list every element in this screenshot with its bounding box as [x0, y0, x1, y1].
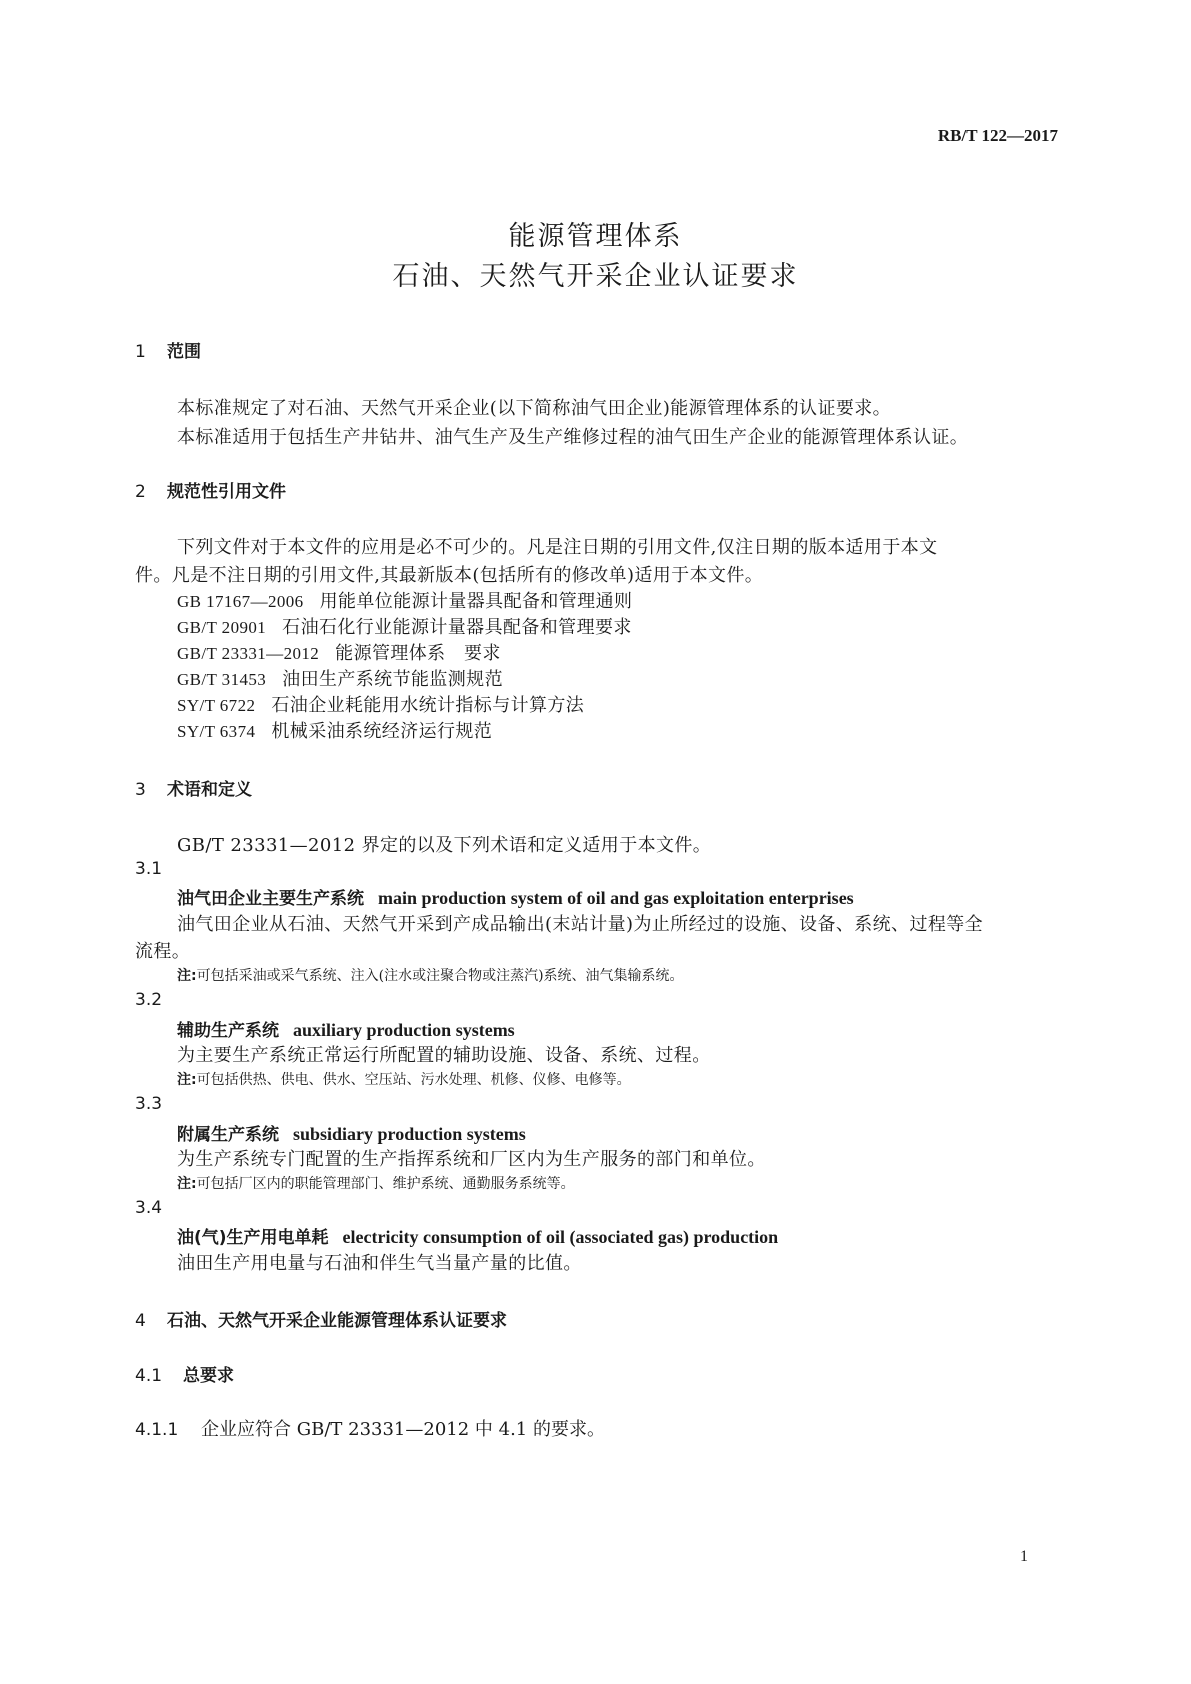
note-text: 可包括厂区内的职能管理部门、维护系统、通勤服务系统等。 — [196, 1176, 575, 1192]
term-name — [177, 884, 854, 909]
clause — [135, 1415, 605, 1441]
reference-code: GB/T 23331—2012 — [177, 644, 320, 663]
standard-number: RB/T 122—2017 — [937, 126, 1058, 145]
section-number: 1 — [135, 342, 146, 362]
subsection-title: 总要求 — [183, 1366, 234, 1386]
reference-item — [177, 717, 492, 743]
section-4-heading — [135, 1306, 507, 1331]
term-name-en: main production system of oil and gas exploitation enterprises — [378, 888, 854, 908]
term-note — [177, 1069, 631, 1089]
term-name-en: auxiliary production systems — [293, 1020, 515, 1040]
term-definition: 油气田企业从石油、天然气开采到产成品输出(末站计量)为止所经过的设施、设备、系统、过程等全 — [177, 914, 984, 935]
note-label: 注: — [177, 1072, 197, 1088]
term-definition: 为主要生产系统正常运行所配置的辅助设施、设备、系统、过程。 — [177, 1045, 711, 1066]
reference-code: GB 17167—2006 — [177, 592, 304, 611]
term-name-en: electricity consumption of oil (associated gas) production — [342, 1227, 779, 1247]
section-number: 2 — [135, 482, 146, 502]
paragraph-continuation: 件。凡是不注日期的引用文件,其最新版本(包括所有的修改单)适用于本文件。 — [135, 565, 764, 586]
clause-text: 企业应符合 GB/T 23331—2012 中 4.1 的要求。 — [201, 1419, 605, 1440]
title-line-1: 能源管理体系 — [508, 221, 683, 252]
reference-item — [177, 665, 503, 691]
term-definition-continuation: 流程。 — [135, 941, 191, 962]
section-title: 规范性引用文件 — [167, 482, 286, 502]
note-text: 可包括采油或采气系统、注入(注水或注聚合物或注蒸汽)系统、油气集输系统。 — [196, 968, 684, 984]
reference-item — [177, 691, 584, 717]
reference-code: GB/T 31453 — [177, 670, 267, 689]
reference-code: GB/T 20901 — [177, 618, 267, 637]
reference-title: 机械采油系统经济运行规范 — [271, 721, 493, 742]
section-3-heading — [135, 775, 252, 800]
term-number: 3.1 — [135, 859, 163, 879]
term-note — [177, 965, 684, 985]
subsection-heading — [135, 1361, 234, 1386]
reference-title: 能源管理体系 要求 — [335, 643, 501, 664]
term-number: 3.3 — [135, 1094, 163, 1114]
note-text: 可包括供热、供电、供水、空压站、污水处理、机修、仪修、电修等。 — [196, 1072, 631, 1088]
section-1-heading — [135, 337, 201, 362]
term-name-zh: 辅助生产系统 — [177, 1021, 279, 1041]
subsection-number: 4.1 — [135, 1366, 163, 1386]
term-name-zh: 附属生产系统 — [177, 1125, 279, 1145]
note-label: 注: — [177, 1176, 197, 1192]
clause-number: 4.1.1 — [135, 1420, 179, 1440]
page-number: 1 — [1020, 1548, 1028, 1565]
paragraph: 本标准规定了对石油、天然气开采企业(以下简称油气田企业)能源管理体系的认证要求。 — [177, 398, 892, 419]
reference-code: SY/T 6722 — [177, 696, 256, 715]
reference-item — [177, 613, 632, 639]
term-note — [177, 1173, 575, 1193]
term-name — [177, 1120, 526, 1145]
term-number: 3.2 — [135, 990, 163, 1010]
paragraph: GB/T 23331—2012 界定的以及下列术语和定义适用于本文件。 — [177, 835, 712, 856]
reference-item — [177, 587, 632, 613]
section-2-heading — [135, 477, 286, 502]
term-definition: 为生产系统专门配置的生产指挥系统和厂区内为生产服务的部门和单位。 — [177, 1149, 766, 1170]
term-definition: 油田生产用电量与石油和伴生气当量产量的比值。 — [177, 1253, 582, 1274]
term-name-zh: 油(气)生产用电单耗 — [177, 1228, 329, 1248]
term-name — [177, 1016, 515, 1041]
section-title: 石油、天然气开采企业能源管理体系认证要求 — [167, 1311, 507, 1331]
reference-title: 石油石化行业能源计量器具配备和管理要求 — [282, 617, 632, 638]
reference-code: SY/T 6374 — [177, 722, 256, 741]
section-title: 术语和定义 — [167, 780, 252, 800]
paragraph: 下列文件对于本文件的应用是必不可少的。凡是注日期的引用文件,仅注日期的版本适用于本文 — [177, 537, 938, 558]
term-number: 3.4 — [135, 1198, 163, 1218]
section-number: 3 — [135, 780, 146, 800]
term-name-en: subsidiary production systems — [293, 1124, 526, 1144]
reference-title: 石油企业耗能用水统计指标与计算方法 — [271, 695, 585, 716]
section-number: 4 — [135, 1311, 146, 1331]
term-name — [177, 1223, 778, 1248]
term-name-zh: 油气田企业主要生产系统 — [177, 889, 364, 909]
paragraph: 本标准适用于包括生产井钻井、油气生产及生产维修过程的油气田生产企业的能源管理体系认证。 — [177, 427, 969, 448]
reference-title: 用能单位能源计量器具配备和管理通则 — [319, 591, 633, 612]
note-label: 注: — [177, 968, 197, 984]
title-line-2: 石油、天然气开采企业认证要求 — [392, 261, 799, 292]
reference-title: 油田生产系统节能监测规范 — [282, 669, 503, 690]
reference-item — [177, 639, 501, 665]
section-title: 范围 — [167, 342, 201, 362]
